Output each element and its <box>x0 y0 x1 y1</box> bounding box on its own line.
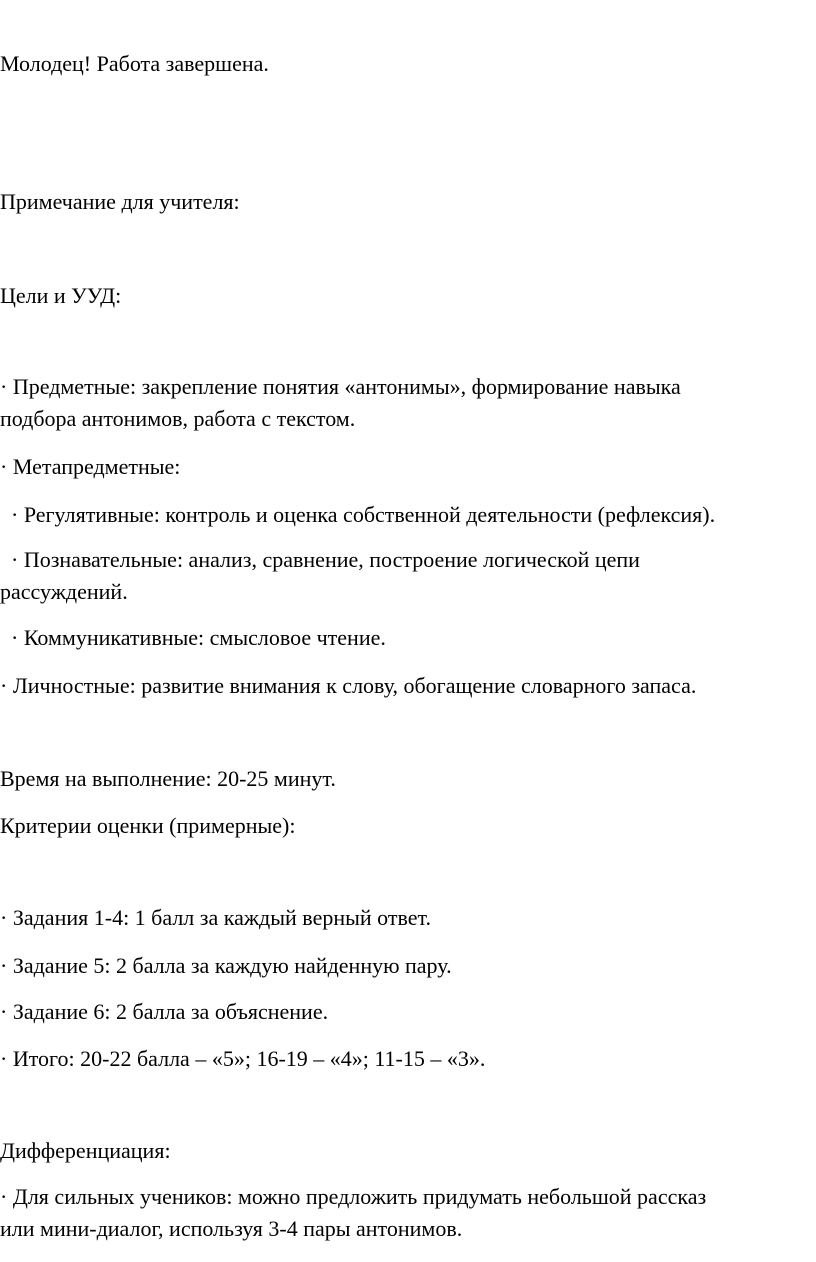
teacher-note-heading: Примечание для учителя: <box>0 189 240 214</box>
criteria-item: · Задания 1-4: 1 балл за каждый верный ответ. <box>0 905 431 930</box>
goal-cognitive-line2: рассуждений. <box>0 579 128 604</box>
differentiation-heading: Дифференциация: <box>0 1138 171 1163</box>
goal-cognitive-line1: · Познавательные: анализ, сравнение, построение логической цепи <box>0 547 640 572</box>
differentiation-strong-line2: или мини-диалог, используя 3-4 пары антонимов. <box>0 1216 463 1241</box>
goal-regulative: · Регулятивные: контроль и оценка собственной деятельности (рефлексия). <box>0 502 716 527</box>
goal-subject-line2: подбора антонимов, работа с текстом. <box>0 406 356 431</box>
criteria-heading: Критерии оценки (примерные): <box>0 813 296 838</box>
goal-meta: · Метапредметные: <box>0 454 181 479</box>
goal-personal: · Личностные: развитие внимания к слову, обогащение словарного запаса. <box>0 673 697 698</box>
goal-communicative: · Коммуникативные: смысловое чтение. <box>0 625 386 650</box>
differentiation-strong-line1: · Для сильных учеников: можно предложить придумать небольшой рассказ <box>0 1184 707 1209</box>
goals-heading: Цели и УУД: <box>0 283 122 308</box>
criteria-item: · Задание 5: 2 балла за каждую найденную пару. <box>0 953 452 978</box>
time-text: Время на выполнение: 20-25 минут. <box>0 766 336 791</box>
goal-subject-line1: · Предметные: закрепление понятия «антонимы», формирование навыка <box>0 374 681 399</box>
criteria-item: · Итого: 20-22 балла – «5»; 16-19 – «4»; 11-15 – «3». <box>0 1046 486 1071</box>
criteria-item: · Задание 6: 2 балла за объяснение. <box>0 999 329 1024</box>
closing-text: Молодец! Работа завершена. <box>0 51 269 76</box>
